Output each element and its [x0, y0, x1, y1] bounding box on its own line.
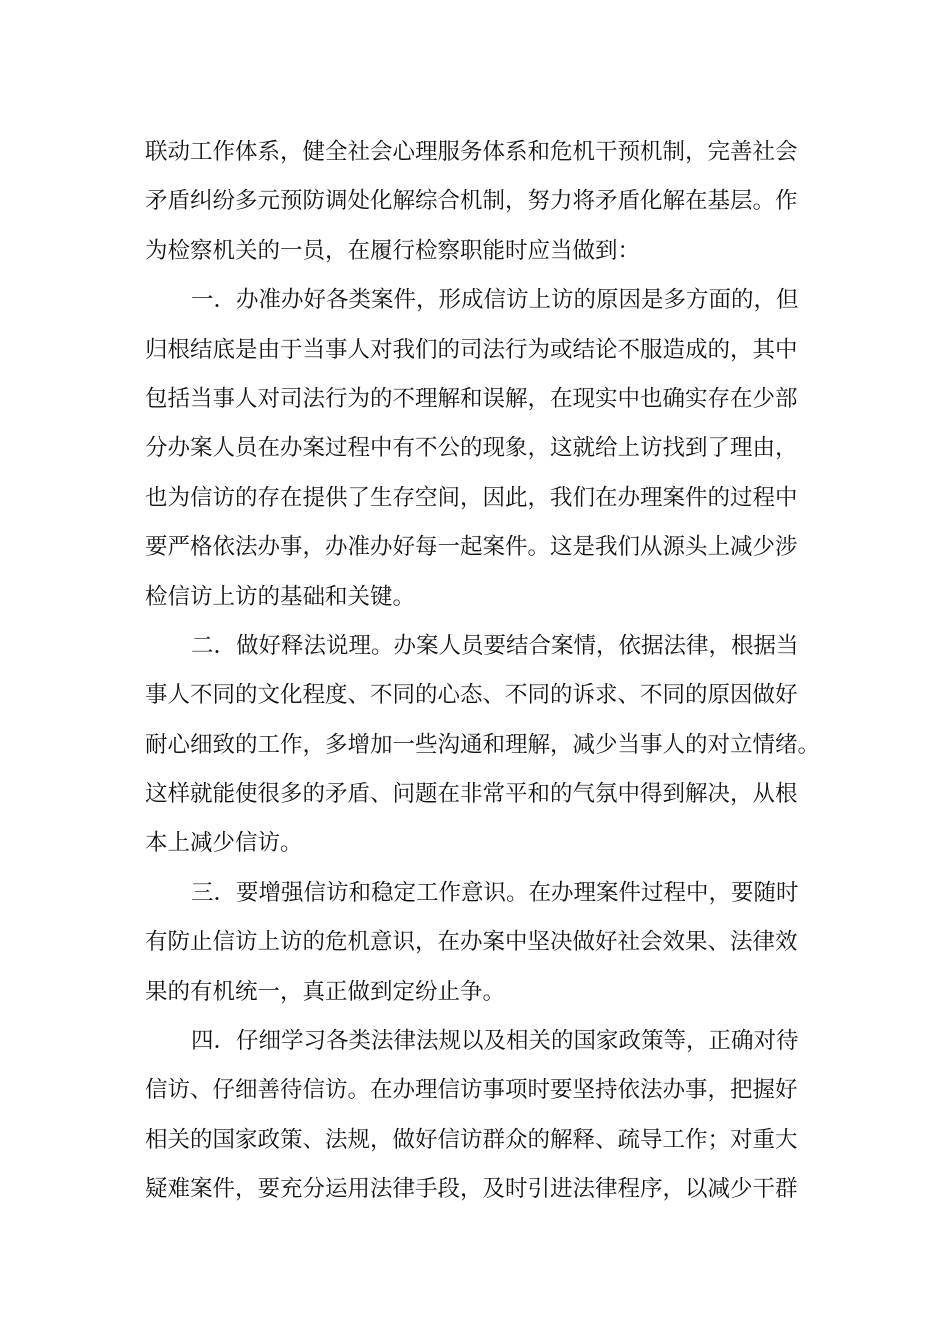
text-line: 相关的国家政策、法规，做好信访群众的解释、疏导工作；对重大: [145, 1126, 798, 1153]
text-line: 检信访上访的基础和关键。: [145, 583, 416, 610]
text-line: 四．仔细学习各类法律法规以及相关的国家政策等，正确对待: [191, 1028, 799, 1055]
text-line: 三．要增强信访和稳定工作意识。在办理案件过程中，要随时: [191, 879, 799, 906]
text-line: 二．做好释法说理。办案人员要结合案情，依据法律，根据当: [191, 632, 799, 659]
text-line: 果的有机统一，真正做到定纷止争。: [145, 978, 506, 1005]
text-line: 分办案人员在办案过程中有不公的现象，这就给上访找到了理由，: [145, 435, 798, 462]
text-line: 归根结底是由于当事人对我们的司法行为或结论不服造成的，其中: [145, 336, 798, 363]
text-line: 这样就能使很多的矛盾、问题在非常平和的气氛中得到解决，从根: [145, 781, 798, 808]
document-body: [145, 128, 825, 1215]
text-line: 疑难案件，要充分运用法律手段，及时引进法律程序，以减少干群: [145, 1176, 798, 1203]
text-line: 包括当事人对司法行为的不理解和误解，在现实中也确实存在少部: [145, 385, 798, 412]
text-line: 一．办准办好各类案件，形成信访上访的原因是多方面的，但: [191, 287, 799, 314]
text-line: 有防止信访上访的危机意识，在办案中坚决做好社会效果、法律效: [145, 929, 798, 956]
text-line: 耐心细致的工作，多增加一些沟通和理解，减少当事人的对立情绪。: [145, 731, 821, 758]
text-line: 也为信访的存在提供了生存空间，因此，我们在办理案件的过程中: [145, 484, 798, 511]
text-line: 为检察机关的一员，在履行检察职能时应当做到：: [145, 237, 641, 264]
text-line: 事人不同的文化程度、不同的心态、不同的诉求、不同的原因做好: [145, 682, 798, 709]
text-line: 联动工作体系，健全社会心理服务体系和危机干预机制，完善社会: [145, 139, 798, 165]
text-line: 矛盾纠纷多元预防调处化解综合机制，努力将矛盾化解在基层。作: [145, 188, 798, 215]
text-line: 本上减少信访。: [145, 830, 303, 857]
text-line: 要严格依法办事，办准办好每一起案件。这是我们从源头上减少涉: [145, 534, 798, 561]
text-line: 信访、仔细善待信访。在办理信访事项时要坚持依法办事，把握好: [145, 1077, 798, 1104]
